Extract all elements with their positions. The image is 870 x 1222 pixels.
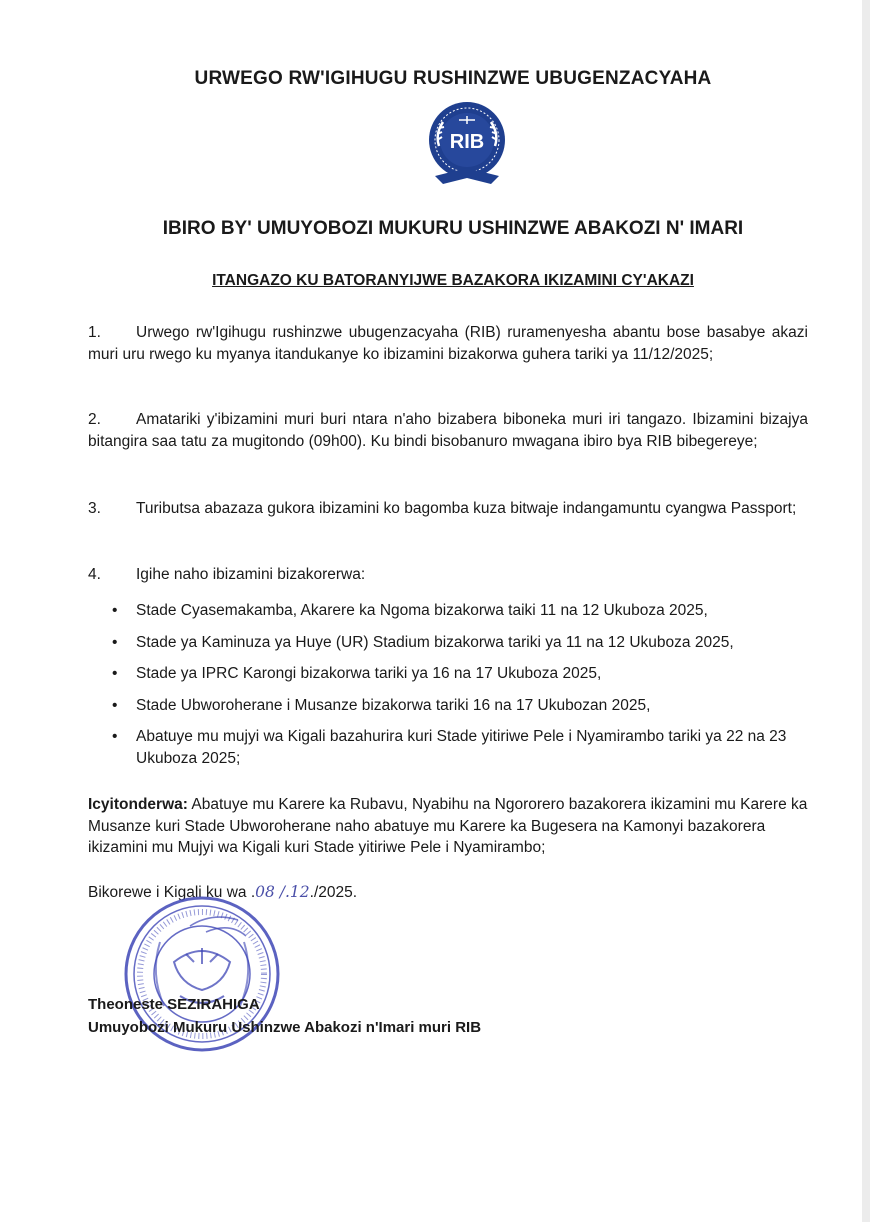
paragraph-text: Urwego rw'Igihugu rushinzwe ubugenzacyaha (RIB) ruramenyesha abantu bose basabye akazi muri uru rwego ku myanya itandukanye ko ibizamini bizakorwa guhera tariki ya 11/12/2025;	[88, 324, 808, 363]
rib-logo-icon	[415, 98, 519, 192]
list-item: • Stade Ubworoherane i Musanze bizakorwa tariki 16 na 17 Ukubozan 2025,	[110, 695, 820, 717]
institution-heading: URWEGO RW'IGIHUGU RUSHINZWE UBUGENZACYAHA	[194, 68, 712, 89]
paragraph-3	[88, 498, 808, 520]
office-heading: IBIRO BY' UMUYOBOZI MUKURU USHINZWE ABAKOZI N' IMARI	[162, 218, 744, 239]
paragraph-text: Igihe naho ibizamini bizakorerwa:	[136, 566, 366, 583]
page-edge	[862, 0, 870, 1222]
paragraph-number: 4.	[88, 566, 101, 583]
note-paragraph	[88, 794, 808, 859]
logo-text: RIB	[449, 131, 485, 153]
list-item: • Stade Cyasemakamba, Akarere ka Ngoma bizakorwa taiki 11 na 12 Ukuboza 2025,	[110, 600, 820, 622]
paragraph-text: Amatariki y'ibizamini muri buri ntara n'aho bizabera biboneka muri iri tangazo. Ibizamini bizajya bitangira saa tatu za mugitondo (09h00). Ku bindi bisobanuro mwagana ibiro bya RIB bibegereye;	[88, 411, 808, 450]
venue-list	[110, 600, 820, 779]
paragraph-number: 1.	[88, 324, 101, 341]
signatory-title: Umuyobozi Mukuru Ushinzwe Abakozi n'Imari muri RIB	[88, 1019, 482, 1036]
paragraph-1	[88, 322, 808, 365]
signatory-name: Theoneste SEZIRAHIGA	[88, 996, 260, 1013]
notice-title: ITANGAZO KU BATORANYIJWE BAZAKORA IKIZAMINI CY'AKAZI	[212, 272, 694, 289]
signed-suffix: ./2025.	[309, 884, 358, 901]
paragraph-text: Tuributsa abazaza gukora ibizamini ko bagomba kuza bitwaje indangamuntu cyangwa Passport;	[136, 500, 797, 517]
list-item: • Stade ya Kaminuza ya Huye (UR) Stadium bizakorwa tariki ya 11 na 12 Ukuboza 2025,	[110, 632, 820, 654]
paragraph-2	[88, 409, 808, 452]
paragraph-number: 3.	[88, 500, 101, 517]
paragraph-number: 2.	[88, 411, 101, 428]
note-label: Icyitonderwa:	[88, 796, 188, 813]
list-item: • Abatuye mu mujyi wa Kigali bazahurira kuri Stade yitiriwe Pele i Nyamirambo tariki ya 22 na 23 Ukuboza 2025;	[110, 726, 820, 769]
note-text: Abatuye mu Karere ka Rubavu, Nyabihu na Ngororero bazakorera ikizamini mu Karere ka Musanze kuri Stade Ubworoherane naho abatuye mu Karere ka Bugesera na Kamonyi bazakorera ikizamini mu Mujyi wa Kigali kuri Stade yitiriwe Pele i Nyamirambo;	[88, 796, 808, 856]
handwritten-date: 08 /.12	[255, 883, 310, 901]
list-item: • Stade ya IPRC Karongi bizakorwa tariki ya 16 na 17 Ukuboza 2025,	[110, 663, 820, 685]
paragraph-4	[88, 564, 808, 586]
signed-prefix: Bikorewe i Kigali ku wa .	[88, 884, 256, 901]
